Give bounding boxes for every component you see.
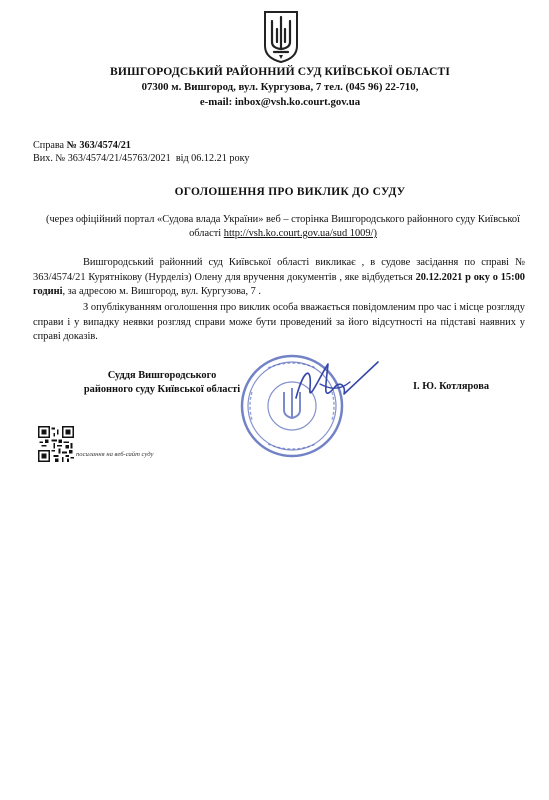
summons-text: Вишгородський районний суд Київської області викликає , в судове засідання по справі № 363/4574/21 Курятнікову (Нурделіз) Олену для вручення документів , яке відбудеться xyxy=(33,257,525,283)
hearing-datetime: 20.12.2021 р оку о 15:00 годині xyxy=(33,271,525,297)
case-reference xyxy=(33,139,131,153)
judge-title-line1: Суддя Вишгородського xyxy=(107,370,217,381)
judge-title-line2: районного суду Київської області xyxy=(83,384,241,395)
portal-note xyxy=(33,213,533,241)
document-title: ОГОЛОШЕННЯ ПРО ВИКЛИК ДО СУДУ xyxy=(174,186,406,198)
notice-paragraph: З опублікуванням оголошення про виклик особа вважається повідомленим про час і місце розгляду справи і у випадку неявки розгляд справи може бути проведений за його відсутності на підставі наявних у справі доказів. xyxy=(33,302,525,342)
qr-code-icon[interactable] xyxy=(38,426,74,462)
outgoing-number: Вих. № 363/4574/21/45763/2021 xyxy=(33,153,171,164)
court-email: e-mail: inbox@vsh.ko.court.gov.ua xyxy=(199,96,361,108)
portal-text: (через офіційний портал «Судова влада України» веб – сторінка Вишгородського районного суду Київської області xyxy=(46,214,520,239)
judge-title xyxy=(52,369,272,397)
outgoing-date: від 06.12.21 року xyxy=(175,153,250,164)
case-number: № 363/4574/21 xyxy=(66,140,131,151)
court-website-link[interactable]: http://vsh.ko.court.gov.ua/sud 1009/) xyxy=(223,228,377,239)
court-address: 07300 м. Вишгород, вул. Кургузова, 7 тел. (045 96) 22-710, xyxy=(141,81,419,93)
summons-paragraph xyxy=(33,256,525,300)
outgoing-reference xyxy=(33,152,249,166)
court-name: ВИШГОРОДСЬКИЙ РАЙОННИЙ СУД КИЇВСЬКОЇ ОБЛАСТІ xyxy=(110,65,450,78)
case-label: Справа xyxy=(33,140,67,151)
qr-caption: посилання на веб-сайт суду xyxy=(76,451,154,458)
signature-icon xyxy=(290,358,380,418)
trident-emblem-icon xyxy=(262,8,300,64)
judge-name: І. Ю. Котлярова xyxy=(413,381,490,392)
hearing-address: , за адресою м. Вишгород, вул. Кургузова, 7 . xyxy=(62,286,262,297)
